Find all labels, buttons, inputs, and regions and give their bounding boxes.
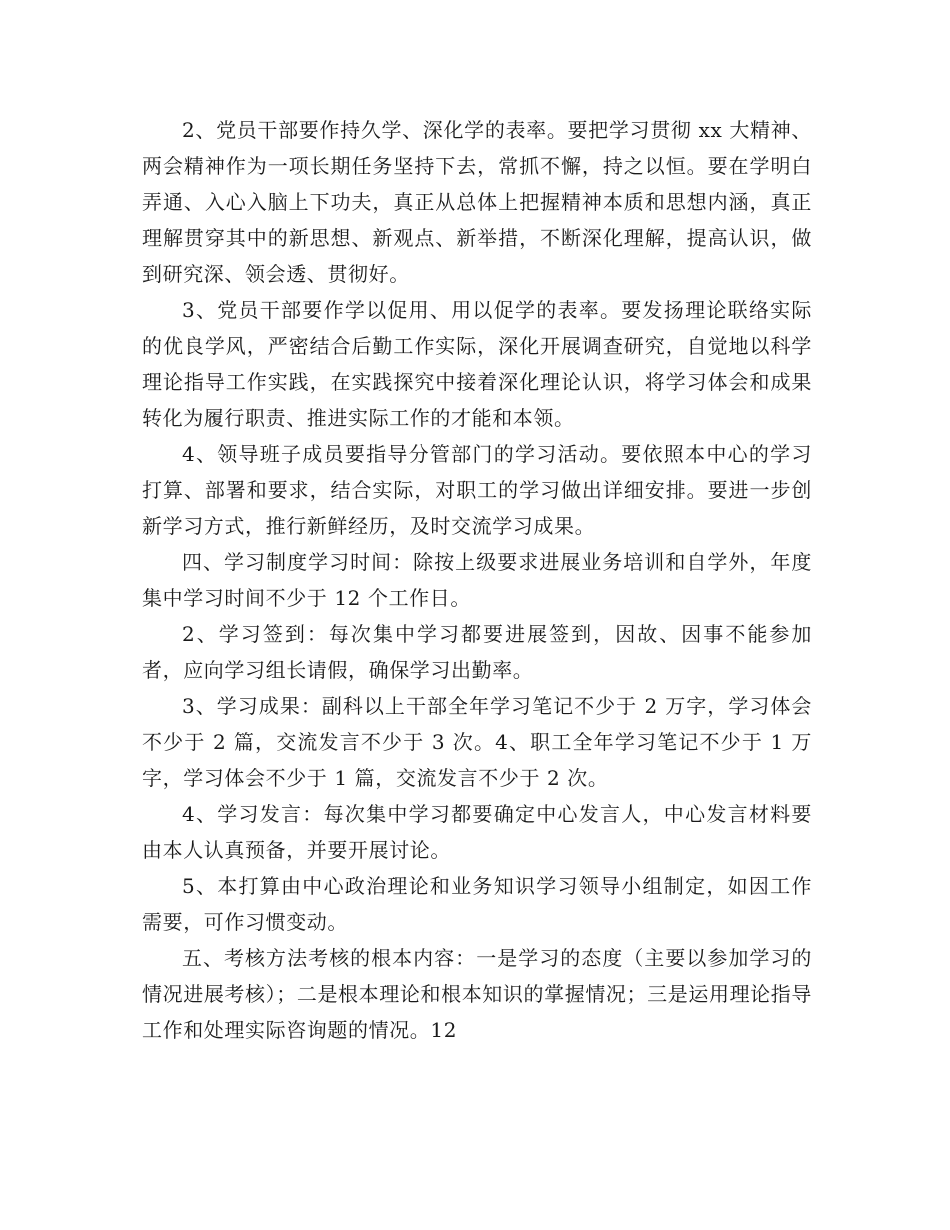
paragraph-study-sign-in: 2、学习签到：每次集中学习都要进展签到，因故、因事不能参加者，应向学习组长请假，确保学习出勤率。 [142, 622, 812, 682]
paragraph-leadership-guidance: 4、领导班子成员要指导分管部门的学习活动。要依照本中心的学习打算、部署和要求，结合实际，对职工的学习做出详细安排。要进一步创新学习方式，推行新鲜经历，及时交流学习成果。 [142, 442, 812, 538]
paragraph-study-for-application: 3、党员干部要作学以促用、用以促学的表率。要发扬理论联络实际的优良学风，严密结合后勤工作实际，深化开展调查研究，自觉地以科学理论指导工作实践，在实践探究中接着深化理论认识，将学习体会和成果转化为履行职责、推进实际工作的才能和本领。 [142, 298, 812, 430]
document-body [142, 112, 812, 1048]
paragraph-study-results: 3、学习成果：副科以上干部全年学习笔记不少于 2 万字，学习体会不少于 2 篇，交流发言不少于 3 次。4、职工全年学习笔记不少于 1 万字，学习体会不少于 1 篇，交流发言不少于 2 次。 [142, 694, 812, 790]
paragraph-assessment-method: 五、考核方法考核的根本内容：一是学习的态度（主要以参加学习的情况进展考核）；二是根本理论和根本知识的掌握情况；三是运用理论指导工作和处理实际咨询题的情况。12 [142, 946, 812, 1042]
paragraph-study-speech: 4、学习发言：每次集中学习都要确定中心发言人，中心发言材料要由本人认真预备，并要开展讨论。 [142, 802, 812, 862]
paragraph-study-system-time: 四、学习制度学习时间：除按上级要求进展业务培训和自学外，年度集中学习时间不少于 12 个工作日。 [142, 550, 812, 610]
paragraph-party-cadres-sustained-study: 2、党员干部要作持久学、深化学的表率。要把学习贯彻 xx 大精神、两会精神作为一项长期任务坚持下去，常抓不懈，持之以恒。要在学明白弄通、入心入脑上下功夫，真正从总体上把握精神本质和思想内涵，真正理解贯穿其中的新思想、新观点、新举措，不断深化理解，提高认识，做到研究深、领会透、贯彻好。 [142, 118, 812, 286]
paragraph-plan-formulation: 5、本打算由中心政治理论和业务知识学习领导小组制定，如因工作需要，可作习惯变动。 [142, 874, 812, 934]
